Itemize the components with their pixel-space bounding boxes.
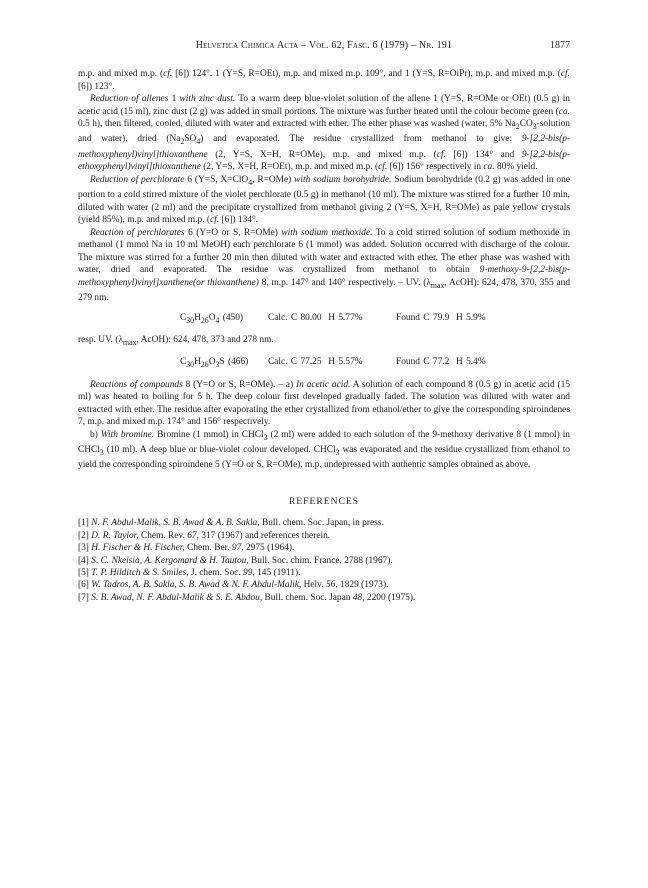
elemental-analysis-2: [180, 356, 570, 371]
paragraph-0: m.p. and mixed m.p. (cf. [6]) 124°. 1 (Y=S, R=OEt), m.p. and mixed m.p. 109°, and 1 (Y=S, R=OiPr), m.p. and mixed m.p. (cf. [6]) 123°.: [78, 69, 570, 92]
reference-item: [1] N. F. Abdul-Malik, S. B. Awad & A. B. Sakla, Bull. chem. Soc. Japan, in press.: [78, 518, 384, 529]
formula-1: $C_{30}H_{26}O_4$ (450): [180, 312, 244, 325]
article-body: [78, 68, 570, 604]
paragraph-reduction-perchlorate: Reduction of perchlorate 6 (Y=S, X=ClO$_4$, R=OMe) with sodium borohydride. Sodium borohydride (0.2 g) was added in one portion to a cold stirred mixture of the violet perchlorate (0.5 g) in methanol (10 ml). The mixture was stirred for a further 10 min, diluted with water (2 ml) and the precipitate crystallized from methanol giving 2 (Y=S, X=H, R=OMe) as pale yellow crystals (yield 85%), m.p. and mixed m.p. (cf. [6]) 134°.: [78, 174, 570, 226]
elemental-analysis-1: [180, 312, 570, 327]
reference-item: [7] S. B. Awad, N. F. Abdul-Malik & S. E. Abdou, Bull. chem. Soc. Japan 48, 2200 (1975).: [78, 592, 416, 603]
references-title: REFERENCES: [288, 495, 360, 507]
paragraph-reduction-allenes: Reduction of allenes 1 with zinc dust. To a warm deep blue-violet solution of the allene 1 (Y=S, R=OMe or OEt) (0.5 g) in acetic acid (15 ml), zinc dust (2 g) was added in small portions. The mixture was further heated until the colour become green (ca. 0.5 h), then filtered, cooled, diluted with water and extracted with ether. The ether phase was washed (water, 5% $Na_2CO_3$-solution and water), dried $(Na_2SO_4)$ and evaporated. The residue crystallized from methanol to give: 9-[2,2-bis(p-methoxyphenyl)vinyl]thioxanthene (2, Y=S, X=H, R=OMe), m.p. and mixed m.p. (cf. [6]) 134° and 9-[2,2-bis(p-ethoxyphenyl)vinyl]thioxanthene (2, Y=S, X=H, R=OEt), m.p. and mixed m.p. (cf. [6]) 156° respectively in ca. 80% yield.: [78, 94, 570, 173]
formula-2: $C_{30}H_{26}O_3S$ (466): [180, 357, 249, 370]
references-list: [78, 517, 570, 604]
resp-uv-line: resp. UV. ($\lambda_{max}$, AcOH): 624, 478, 373 and 278 nm.: [78, 334, 274, 347]
reference-item: [4] S. C. Nkeisia, A. Kergomard & H. Tautou, Bull. Soc. chim. France, 2788 (1967).: [78, 555, 393, 566]
page-number: 1877: [550, 40, 570, 51]
found-2: Found C 77.2 H 5.4%: [396, 357, 486, 368]
reference-item: [6] W. Tadros, A. B. Sakla, S. B. Awad & N. F. Abdul-Malik, Helv. 56, 1829 (1973).: [78, 580, 389, 591]
reference-item: [5] T. P. Hilditch & S. Smiles, J. chem. Soc. 99, 145 (1911).: [78, 568, 301, 578]
running-head: Helvetica Chimica Acta – Vol. 62, Fasc. 6 (1979) – Nr. 191: [195, 40, 453, 51]
reference-item: [2] D. R. Taylor, Chem. Rev. 67, 317 (1967) and references therein.: [78, 530, 331, 541]
calc-2: Calc. C 77.25 H 5.57%: [268, 357, 363, 368]
calc-1: Calc. C 80.00 H 5.77%: [268, 312, 363, 323]
reference-item: [3] H. Fischer & H. Fischer, Chem. Ber. 97, 2975 (1964).: [78, 543, 295, 554]
page-header: [78, 40, 570, 54]
paragraph-reaction-perchlorates: Reaction of perchlorates 6 (Y=O or S, R=OMe) with sodium methoxide. To a cold stirred solution of sodium methoxide in methanol (1 mmol Na in 10 ml MeOH) each perchlorate 6 (1 mmol) was added. Solution occurred with discharge of the colour. The mixture was stirred for a further 20 min then diluted with water and extracted with ether. The ether phase was washed with water, dried and evaporated. The residue was crystallized from methanol to obtain 9-methoxy-9-[2,2-bis(p-methoxyphenyl)vinyl]xanthene(or thioxanthene) 8, m.p. 147° and 140° respectively. – UV. ($\lambda_{max}$, AcOH): 624, 478, 370, 355 and 279 nm.: [78, 227, 571, 303]
paragraph-with-bromine: b) With bromine. Bromine (1 mmol) in CHCl$_3$ (2 ml) were added to each solution of the 9-methoxy derivative 8 (1 mmol) in CHCl$_3$ (10 ml). A deep blue or blue-violet colour developed. CHCl$_3$ was evaporated and the residue crystallized from ethanol to yield the corresponding spiroindene 5 (Y=O or S, R=OMe), m.p. undepressed with authentic samples obtained as above.: [78, 429, 570, 471]
found-1: Found C 79.9 H 5.9%: [396, 312, 486, 323]
paragraph-reactions-compounds: Reactions of compounds 8 (Y=O or S, R=OMe). – a) In acetic acid. A solution of each compound 8 (0.5 g) in acetic acid (15 ml) was heated to boiling for 5 h. The deep colour first developed gradually faded. The solution was diluted with water and extracted with ether. The residue after evaporating the ether crystallized from ethanol/ether to give the corresponding spiroindenes 7, m.p. and mixed m.p. 174° and 156° respectively.: [78, 379, 570, 428]
